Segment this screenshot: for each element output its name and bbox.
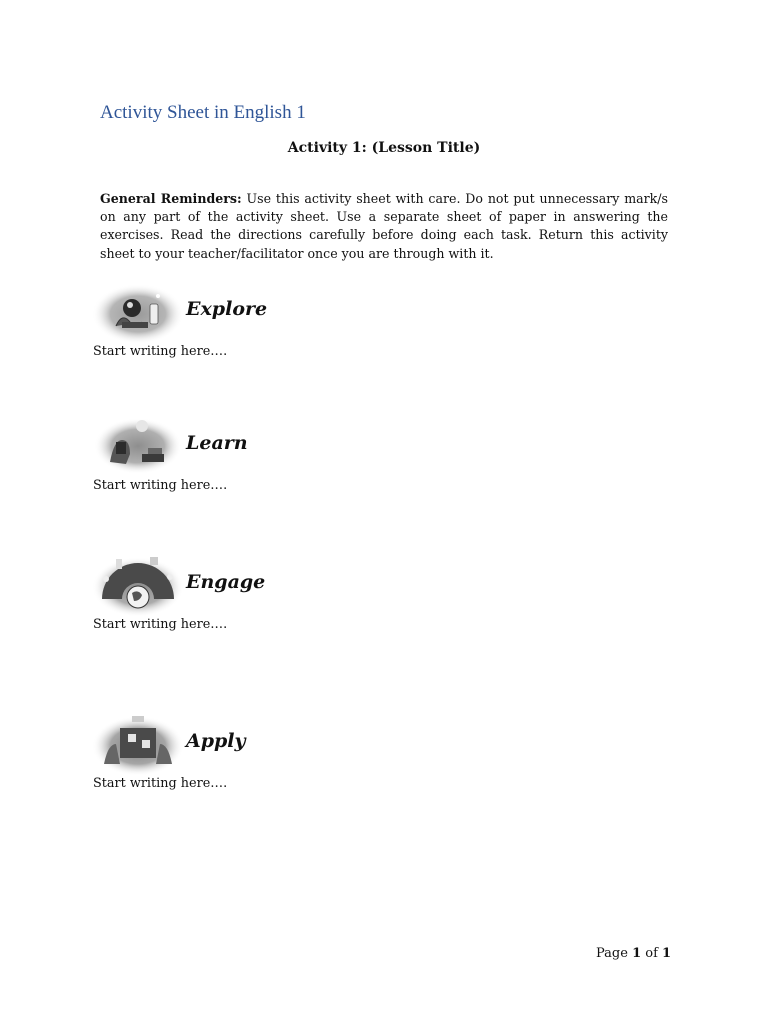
page-total: 1 <box>662 946 672 961</box>
page-current: 1 <box>632 946 642 961</box>
page-number <box>596 946 671 961</box>
explore-icon <box>92 282 184 346</box>
engage-icon <box>92 555 184 619</box>
section-learn <box>92 416 492 506</box>
section-heading: Apply <box>186 730 246 752</box>
section-prompt[interactable]: Start writing here…. <box>93 617 228 632</box>
page-label: Page <box>596 946 628 961</box>
reminders-text: Use this activity sheet with care. Do not put unnecessary mark/s on any part of the activity sheet. Use a separate sheet of paper in answering the exercises. Read the directions carefully before doing each task. Return this activity sheet to your teacher/facilitator once you are through with it. <box>100 191 668 261</box>
section-heading: Learn <box>186 432 248 454</box>
section-prompt[interactable]: Start writing here…. <box>93 478 228 493</box>
section-prompt[interactable]: Start writing here…. <box>93 776 228 791</box>
learn-icon <box>92 416 184 480</box>
section-prompt[interactable]: Start writing here…. <box>93 344 228 359</box>
activity-title: Activity 1: (Lesson Title) <box>287 140 481 156</box>
section-apply <box>92 714 492 804</box>
section-heading: Engage <box>186 571 266 593</box>
section-explore <box>92 282 492 372</box>
page-of: of <box>645 946 658 961</box>
reminders-label: General Reminders: <box>100 191 242 206</box>
section-engage <box>92 555 492 645</box>
section-heading: Explore <box>186 298 268 320</box>
general-reminders <box>100 190 668 263</box>
document-title: Activity Sheet in English 1 <box>100 102 306 123</box>
apply-icon <box>92 714 184 778</box>
